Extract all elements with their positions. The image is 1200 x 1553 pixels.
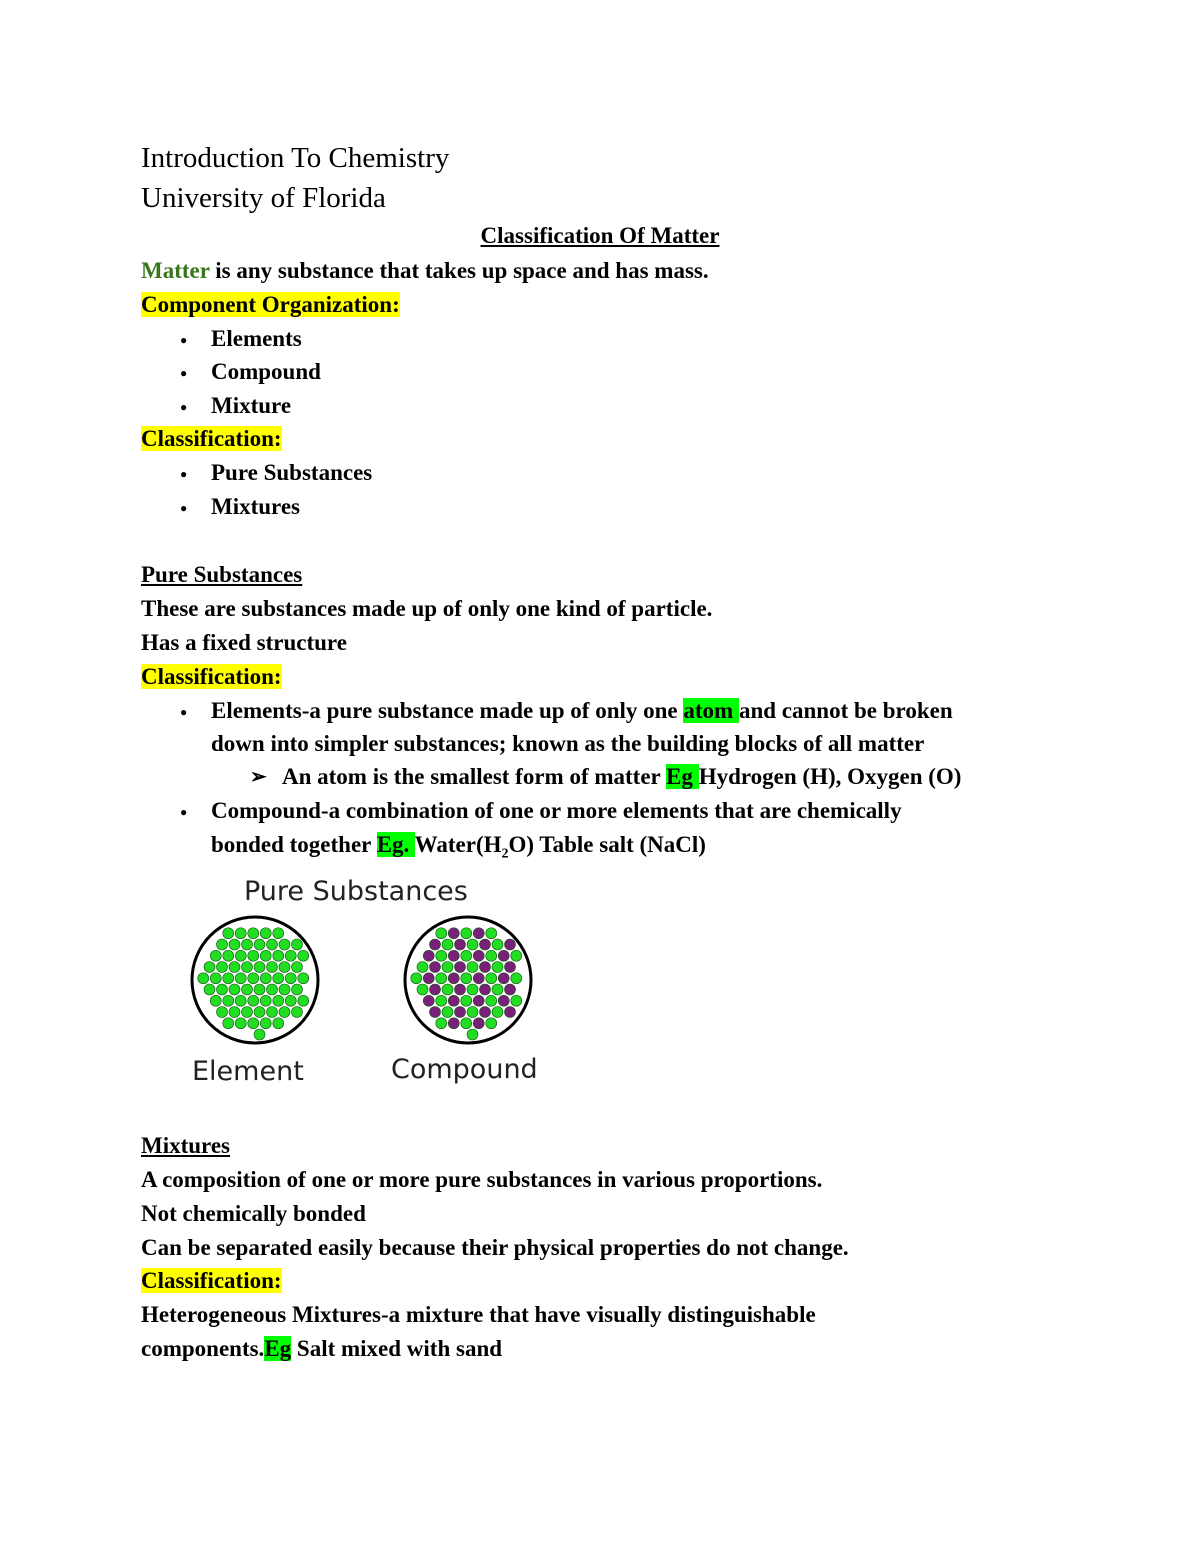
mixtures-line-3: Can be separated easily because their physical properties do not change.	[141, 1235, 849, 1260]
pure-heading: Pure Substances	[141, 562, 303, 587]
pure-classification-heading: Classification:	[141, 664, 282, 689]
green-particle	[417, 962, 428, 973]
green-particle	[292, 939, 303, 950]
green-particle	[254, 984, 265, 995]
green-particle	[436, 995, 447, 1006]
green-particle	[242, 984, 253, 995]
compound-circle	[405, 917, 531, 1043]
green-particle	[223, 973, 234, 984]
purple-particle	[430, 984, 441, 995]
green-particle	[442, 984, 453, 995]
purple-particle	[505, 1007, 516, 1018]
purple-particle	[505, 939, 516, 950]
green-particle	[486, 1018, 497, 1029]
component-heading: Component Organization:	[141, 292, 400, 317]
green-particle	[492, 984, 503, 995]
mixtures-line-1: A composition of one or more pure substances in various proportions.	[141, 1167, 823, 1192]
compound-label: Compound	[391, 1054, 538, 1085]
green-particle	[248, 1018, 259, 1029]
green-particle	[267, 984, 278, 995]
pure-substances-diagram	[180, 870, 560, 1095]
bullet-icon: ●	[180, 400, 188, 414]
green-particle	[235, 995, 246, 1006]
purple-particle	[505, 984, 516, 995]
green-particle	[461, 995, 472, 1006]
purple-particle	[473, 995, 484, 1006]
green-particle	[461, 1018, 472, 1029]
green-particle	[285, 973, 296, 984]
green-particle	[285, 995, 296, 1006]
green-particle	[210, 995, 221, 1006]
green-particle	[461, 928, 472, 939]
green-particle	[279, 984, 290, 995]
green-particle	[267, 962, 278, 973]
green-particle	[467, 1029, 478, 1040]
green-particle	[273, 1018, 284, 1029]
elements-definition-cont: down into simpler substances; known as the building blocks of all matter	[211, 731, 925, 756]
bullet-icon: ●	[180, 333, 188, 347]
green-particle	[217, 1007, 228, 1018]
green-particle	[417, 984, 428, 995]
green-particle	[235, 950, 246, 961]
green-particle	[217, 939, 228, 950]
green-particle	[254, 1029, 265, 1040]
purple-particle	[448, 928, 459, 939]
heterogeneous-definition-cont: components.Eg Salt mixed with sand	[141, 1336, 503, 1361]
green-particle	[273, 973, 284, 984]
green-particle	[436, 973, 447, 984]
heterogeneous-definition: Heterogeneous Mixtures-a mixture that have visually distinguishable	[141, 1302, 816, 1327]
green-particle	[210, 973, 221, 984]
green-particle	[492, 939, 503, 950]
list-item: Compound	[211, 359, 321, 384]
green-particle	[486, 950, 497, 961]
green-particle	[298, 995, 309, 1006]
green-particle	[486, 973, 497, 984]
bullet-icon: ●	[180, 366, 188, 380]
green-particle	[248, 950, 259, 961]
purple-particle	[430, 1007, 441, 1018]
purple-particle	[498, 995, 509, 1006]
green-particle	[248, 928, 259, 939]
green-particle	[254, 939, 265, 950]
pure-line-2: Has a fixed structure	[141, 630, 347, 655]
purple-particle	[455, 939, 466, 950]
green-particle	[217, 984, 228, 995]
green-particle	[467, 984, 478, 995]
purple-particle	[498, 973, 509, 984]
diagram-title: Pure Substances	[244, 876, 468, 907]
matter-term: Matter	[141, 258, 210, 283]
green-particle	[267, 1007, 278, 1018]
green-particle	[442, 939, 453, 950]
mixtures-heading: Mixtures	[141, 1133, 231, 1158]
green-particle	[198, 973, 209, 984]
green-particle	[229, 1007, 240, 1018]
green-particle	[486, 995, 497, 1006]
list-item: Pure Substances	[211, 460, 373, 485]
purple-particle	[423, 973, 434, 984]
school-name: University of Florida	[141, 182, 386, 214]
elements-definition: Elements-a pure substance made up of only one atom and cannot be broken	[211, 698, 953, 723]
element-label: Element	[192, 1056, 304, 1087]
green-particle	[223, 950, 234, 961]
green-particle	[260, 995, 271, 1006]
purple-particle	[473, 973, 484, 984]
green-particle	[492, 962, 503, 973]
green-particle	[273, 950, 284, 961]
purple-particle	[455, 984, 466, 995]
green-particle	[254, 1007, 265, 1018]
purple-particle	[480, 1007, 491, 1018]
green-particle	[235, 973, 246, 984]
purple-particle	[455, 962, 466, 973]
green-particle	[217, 962, 228, 973]
mixtures-line-2: Not chemically bonded	[141, 1201, 366, 1226]
green-particle	[248, 995, 259, 1006]
green-particle	[298, 973, 309, 984]
atom-definition: An atom is the smallest form of matter Eg Hydrogen (H), Oxygen (O)	[282, 764, 962, 789]
element-circle	[192, 917, 318, 1043]
green-particle	[260, 1018, 271, 1029]
green-particle	[242, 962, 253, 973]
purple-particle	[430, 962, 441, 973]
purple-particle	[423, 950, 434, 961]
green-particle	[210, 950, 221, 961]
list-item: Mixture	[211, 393, 292, 418]
green-particle	[229, 962, 240, 973]
purple-particle	[473, 1018, 484, 1029]
green-particle	[411, 973, 422, 984]
list-item: Elements	[211, 326, 302, 351]
green-particle	[442, 962, 453, 973]
matter-definition: Matter is any substance that takes up space and has mass.	[141, 258, 709, 283]
bullet-icon: ●	[180, 805, 188, 819]
mixtures-classification-heading: Classification:	[141, 1268, 282, 1293]
green-particle	[492, 1007, 503, 1018]
green-particle	[285, 950, 296, 961]
purple-particle	[480, 962, 491, 973]
green-particle	[273, 995, 284, 1006]
green-particle	[467, 962, 478, 973]
compound-definition-cont: bonded together Eg. $Water(H_2O)$ Table salt (NaCl)	[211, 832, 706, 862]
green-particle	[260, 950, 271, 961]
purple-particle	[423, 995, 434, 1006]
list-item: Mixtures	[211, 494, 301, 519]
purple-particle	[480, 939, 491, 950]
green-particle	[511, 950, 522, 961]
green-particle	[467, 1007, 478, 1018]
green-particle	[461, 950, 472, 961]
green-particle	[235, 1018, 246, 1029]
purple-particle	[480, 984, 491, 995]
green-particle	[235, 928, 246, 939]
green-particle	[273, 928, 284, 939]
green-particle	[511, 973, 522, 984]
green-particle	[436, 1018, 447, 1029]
arrow-bullet-icon: ➢	[250, 766, 267, 788]
green-particle	[279, 939, 290, 950]
purple-particle	[448, 973, 459, 984]
green-particle	[279, 962, 290, 973]
purple-particle	[448, 950, 459, 961]
purple-particle	[430, 939, 441, 950]
purple-particle	[455, 1007, 466, 1018]
green-particle	[223, 1018, 234, 1029]
green-particle	[260, 928, 271, 939]
section-title: Classification Of Matter	[480, 223, 720, 248]
green-particle	[511, 995, 522, 1006]
green-particle	[298, 950, 309, 961]
green-particle	[442, 1007, 453, 1018]
purple-particle	[498, 950, 509, 961]
compound-definition: Compound-a combination of one or more elements that are chemically	[211, 798, 902, 823]
purple-particle	[473, 950, 484, 961]
green-particle	[204, 962, 215, 973]
green-particle	[242, 939, 253, 950]
green-particle	[242, 1007, 253, 1018]
purple-particle	[473, 928, 484, 939]
green-particle	[260, 973, 271, 984]
green-particle	[292, 1007, 303, 1018]
green-particle	[223, 995, 234, 1006]
bullet-icon: ●	[180, 705, 188, 719]
green-particle	[204, 984, 215, 995]
green-particle	[223, 928, 234, 939]
green-particle	[292, 962, 303, 973]
green-particle	[248, 973, 259, 984]
green-particle	[279, 1007, 290, 1018]
bullet-icon: ●	[180, 501, 188, 515]
green-particle	[436, 950, 447, 961]
purple-particle	[448, 1018, 459, 1029]
classification-heading: Classification:	[141, 426, 282, 451]
green-particle	[461, 973, 472, 984]
green-particle	[229, 939, 240, 950]
purple-particle	[448, 995, 459, 1006]
green-particle	[292, 984, 303, 995]
purple-particle	[505, 962, 516, 973]
pure-line-1: These are substances made up of only one kind of particle.	[141, 596, 713, 621]
bullet-icon: ●	[180, 467, 188, 481]
green-particle	[229, 984, 240, 995]
green-particle	[267, 939, 278, 950]
green-particle	[436, 928, 447, 939]
course-title: Introduction To Chemistry	[141, 142, 450, 174]
green-particle	[254, 962, 265, 973]
green-particle	[467, 939, 478, 950]
green-particle	[486, 928, 497, 939]
